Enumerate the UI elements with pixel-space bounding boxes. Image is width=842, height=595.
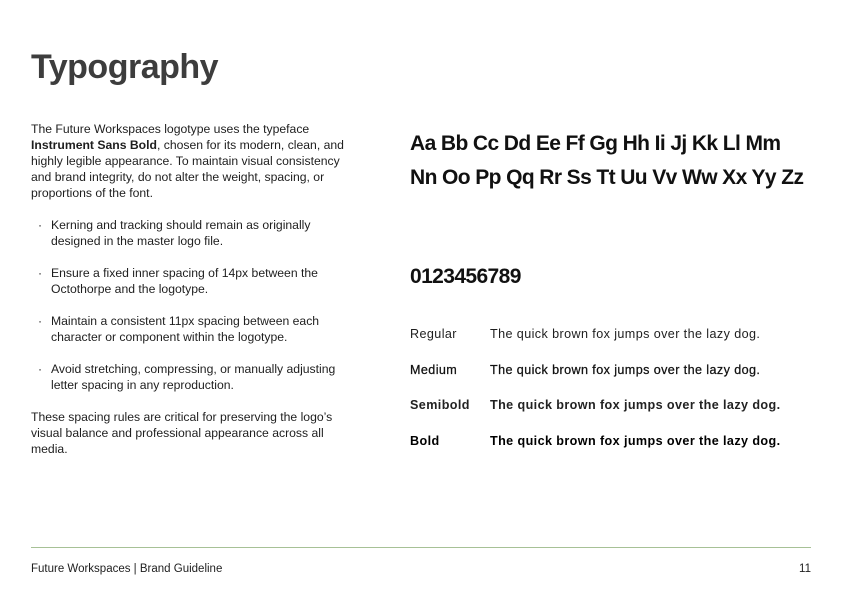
weight-name: Semibold	[410, 398, 470, 412]
alphabet-specimen: Aa Bb Cc Dd Ee Ff Gg Hh Ii Jj Kk Ll Mm Nn Oo Pp Qq Rr Ss Tt Uu Vv Ww Xx Yy Zz	[410, 132, 804, 189]
bullet-text: Maintain a consistent 11px spacing between each character or component within the logotype.	[51, 314, 320, 344]
list-item	[31, 265, 353, 297]
weight-sample: The quick brown fox jumps over the lazy dog.	[490, 398, 781, 412]
footer-brand: Future Workspaces | Brand Guideline	[31, 563, 223, 575]
typography-description	[31, 121, 353, 457]
bullet-text: Avoid stretching, compressing, or manually adjusting letter spacing in any reproduction.	[51, 362, 336, 392]
page-title: Typography	[31, 48, 219, 86]
page-number: 11	[799, 563, 811, 575]
bullet-marker: ·	[38, 266, 43, 280]
bullet-marker: ·	[38, 362, 43, 376]
weight-name: Regular	[410, 327, 457, 341]
weight-row-semibold	[410, 398, 820, 434]
weight-sample: The quick brown fox jumps over the lazy dog.	[490, 362, 761, 377]
intro-text-after: , chosen for its modern, clean, and highly legible appearance. To maintain visual consistency and brand integrity, do not alter the weight, spacing, or proportions of the font.	[31, 138, 344, 200]
weight-name: Bold	[410, 433, 440, 448]
typeface-name: Instrument Sans Bold	[31, 138, 157, 152]
digits-specimen: 0123456789	[410, 265, 521, 288]
weight-row-bold	[410, 434, 820, 470]
weight-name: Medium	[410, 362, 458, 377]
font-weights-table	[410, 327, 820, 469]
list-item	[31, 313, 353, 345]
intro-text-before: The Future Workspaces logotype uses the typeface	[31, 122, 310, 136]
list-item	[31, 217, 353, 249]
bullet-text: Ensure a fixed inner spacing of 14px between the Octothorpe and the logotype.	[51, 266, 318, 296]
bullet-marker: ·	[38, 314, 43, 328]
bullet-marker: ·	[38, 218, 43, 232]
weight-row-regular	[410, 327, 820, 363]
closing-paragraph: These spacing rules are critical for preserving the logo’s visual balance and professional appearance across all media.	[31, 410, 333, 456]
intro-paragraph	[31, 121, 353, 201]
weight-sample: The quick brown fox jumps over the lazy dog.	[490, 433, 781, 448]
footer-divider	[31, 547, 811, 548]
list-item	[31, 361, 353, 393]
weight-row-medium	[410, 363, 820, 399]
bullet-text: Kerning and tracking should remain as originally designed in the master logo file.	[51, 218, 311, 248]
spacing-rules-list	[31, 217, 353, 393]
weight-sample: The quick brown fox jumps over the lazy dog.	[490, 327, 761, 341]
